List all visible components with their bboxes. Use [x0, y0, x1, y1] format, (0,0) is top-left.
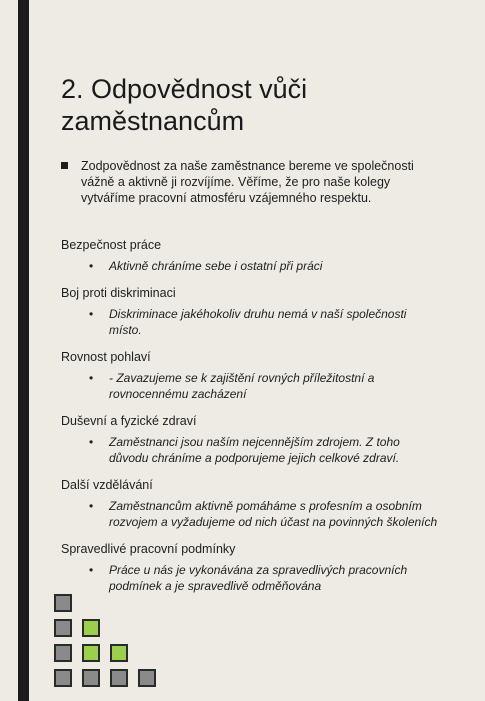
decorative-square-icon — [54, 644, 72, 662]
section-item-text: Aktivně chráníme sebe i ostatní při práci — [109, 259, 323, 273]
bullet-icon: • — [89, 563, 94, 577]
section-zdravi — [61, 413, 441, 466]
section-diskriminace — [61, 285, 441, 338]
section-item-text: Zaměstnanci jsou naším nejcennějším zdrojem. Z toho důvodu chráníme a podporujeme jejich celkové zdraví. — [109, 435, 400, 465]
section-item — [89, 370, 441, 402]
bullet-icon: • — [89, 499, 94, 513]
section-heading: Další vzdělávání — [61, 478, 153, 492]
section-item — [89, 562, 441, 594]
decorative-square-icon — [82, 619, 100, 637]
section-item — [89, 434, 441, 466]
section-item — [89, 306, 441, 338]
section-heading: Bezpečnost práce — [61, 238, 162, 252]
section-item-text: - Zavazujeme se k zajištění rovných příležitostní a rovnocennému zacházení — [109, 371, 375, 401]
decorative-square-icon — [54, 594, 72, 612]
section-rovnost — [61, 349, 441, 402]
title-line-2: zaměstnancům — [61, 106, 245, 136]
section-item-text: Diskriminace jakéhokoliv druhu nemá v naší společnosti místo. — [109, 307, 407, 337]
page-title — [61, 73, 461, 137]
decorative-square-icon — [138, 669, 156, 687]
section-bezpecnost — [61, 237, 441, 274]
section-item-text: Práce u nás je vykonávána za spravedlivých pracovních podmínek a je spravedlivě odměňována — [109, 563, 408, 593]
bullet-icon: • — [89, 307, 94, 321]
section-item — [89, 258, 441, 274]
bullet-icon: • — [89, 259, 94, 273]
section-heading: Duševní a fyzické zdraví — [61, 414, 197, 428]
section-heading: Boj proti diskriminaci — [61, 286, 176, 300]
decorative-square-icon — [82, 669, 100, 687]
section-vzdelavani — [61, 477, 441, 530]
section-item — [89, 498, 441, 530]
section-item-text: Zaměstnancům aktivně pomáháme s profesním a osobním rozvojem a vyžadujeme od nich účast na povinných školeních — [109, 499, 438, 529]
title-line-1: 2. Odpovědnost vůči — [61, 74, 308, 104]
square-bullet-icon — [61, 162, 68, 169]
decorative-square-icon — [110, 644, 128, 662]
sections-list — [61, 237, 441, 605]
decorative-square-icon — [54, 669, 72, 687]
decorative-square-icon — [82, 644, 100, 662]
section-heading: Rovnost pohlaví — [61, 350, 151, 364]
intro-paragraph — [61, 158, 441, 206]
intro-text: Zodpovědnost za naše zaměstnance bereme ve společnosti vážně a aktivně ji rozvíjíme. Věříme, že pro naše kolegy vytváříme pracovní atmosféru vzájemného respektu. — [81, 159, 414, 205]
bullet-icon: • — [89, 435, 94, 449]
left-accent-bar — [18, 0, 29, 701]
section-podminky — [61, 541, 441, 594]
decorative-square-icon — [110, 669, 128, 687]
bullet-icon: • — [89, 371, 94, 385]
decorative-square-icon — [54, 619, 72, 637]
section-heading: Spravedlivé pracovní podmínky — [61, 542, 236, 556]
